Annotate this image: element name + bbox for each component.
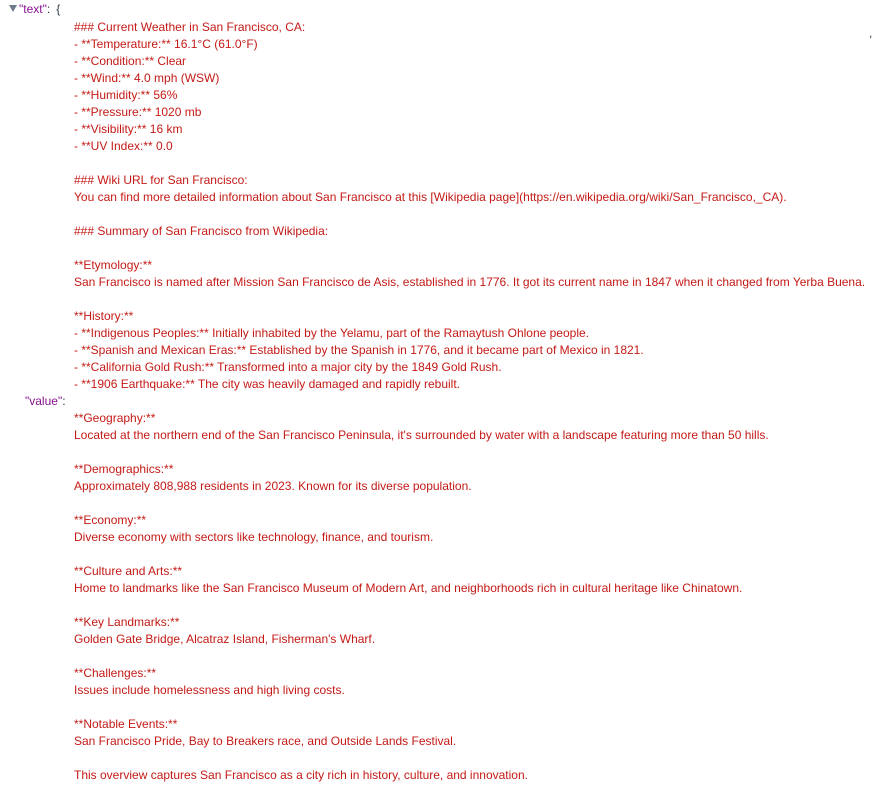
value-line: Issues include homelessness and high living costs. (74, 683, 345, 697)
expand-toggle-icon[interactable] (9, 5, 17, 12)
value-line: ### Current Weather in San Francisco, CA: (74, 20, 306, 34)
value-line: This overview captures San Francisco as a city rich in history, culture, and innovation. (74, 768, 528, 782)
key-colon: : (62, 394, 66, 408)
stray-punctuation: , (869, 26, 873, 40)
value-line: - **California Gold Rush:** Transformed into a major city by the 1849 Gold Rush. (74, 360, 502, 374)
blank-line (74, 648, 874, 665)
value-line: **Key Landmarks:** (74, 615, 180, 629)
blank-line (74, 240, 874, 257)
blank-line (74, 206, 874, 223)
json-tree-node-text[interactable] (9, 1, 60, 18)
value-line: **Notable Events:** (74, 717, 178, 731)
value-line: Golden Gate Bridge, Alcatraz Island, Fisherman's Wharf. (74, 632, 376, 646)
blank-line (74, 699, 874, 716)
value-line: - **UV Index:** 0.0 (74, 139, 173, 153)
value-line: - **Spanish and Mexican Eras:** Established by the Spanish in 1776, and it became part of Mexico in 1821. (74, 343, 644, 357)
value-line: Located at the northern end of the San Francisco Peninsula, it's surrounded by water with a landscape featuring more than 50 hills. (74, 428, 769, 442)
value-line: - **Visibility:** 16 km (74, 122, 183, 136)
value-line: **Economy:** (74, 513, 147, 527)
value-line: - **Humidity:** 56% (74, 88, 178, 102)
value-line: - **Condition:** Clear (74, 54, 187, 68)
value-line: - **Temperature:** 16.1°C (61.0°F) (74, 37, 258, 51)
value-key-label: "value" (25, 394, 63, 408)
property-key-value (25, 393, 66, 410)
value-line: **Geography:** (74, 411, 156, 425)
value-line: San Francisco Pride, Bay to Breakers race, and Outside Lands Festival. (74, 734, 457, 748)
value-line: **Etymology:** (74, 258, 153, 272)
blank-line (74, 597, 874, 614)
value-line: ### Summary of San Francisco from Wikipedia: (74, 224, 329, 238)
value-line: - **Wind:** 4.0 mph (WSW) (74, 71, 220, 85)
value-line: You can find more detailed information about San Francisco at this [Wikipedia page](https://en.wikipedia.org/wiki/San_Francisco,_CA). (74, 190, 787, 204)
open-brace: { (56, 2, 61, 16)
value-line: **Culture and Arts:** (74, 564, 183, 578)
value-line: **Challenges:** (74, 666, 157, 680)
value-line: - **Pressure:** 1020 mb (74, 105, 202, 119)
value-line: - **Indigenous Peoples:** Initially inhabited by the Yelamu, part of the Ramaytush Ohlone people. (74, 326, 590, 340)
blank-line (74, 155, 874, 172)
blank-line (74, 393, 874, 410)
string-value-block (74, 19, 874, 784)
value-line: Home to landmarks like the San Francisco Museum of Modern Art, and neighborhoods rich in cultural heritage like Chinatown. (74, 581, 743, 595)
blank-line (74, 495, 874, 512)
value-line: - **1906 Earthquake:** The city was heavily damaged and rapidly rebuilt. (74, 377, 461, 391)
value-line: Diverse economy with sectors like technology, finance, and tourism. (74, 530, 434, 544)
value-line: San Francisco is named after Mission San Francisco de Asis, established in 1776. It got its current name in 1847 when it changed from Yerba Buena. (74, 275, 866, 289)
value-line: ### Wiki URL for San Francisco: (74, 173, 248, 187)
blank-line (74, 291, 874, 308)
blank-line (74, 750, 874, 767)
value-line: **History:** (74, 309, 134, 323)
value-line: **Demographics:** (74, 462, 174, 476)
blank-line (74, 546, 874, 563)
value-line: Approximately 808,988 residents in 2023. Known for its diverse population. (74, 479, 472, 493)
property-key-text: "text" (19, 2, 47, 16)
blank-line (74, 444, 874, 461)
key-colon: : (46, 2, 51, 16)
